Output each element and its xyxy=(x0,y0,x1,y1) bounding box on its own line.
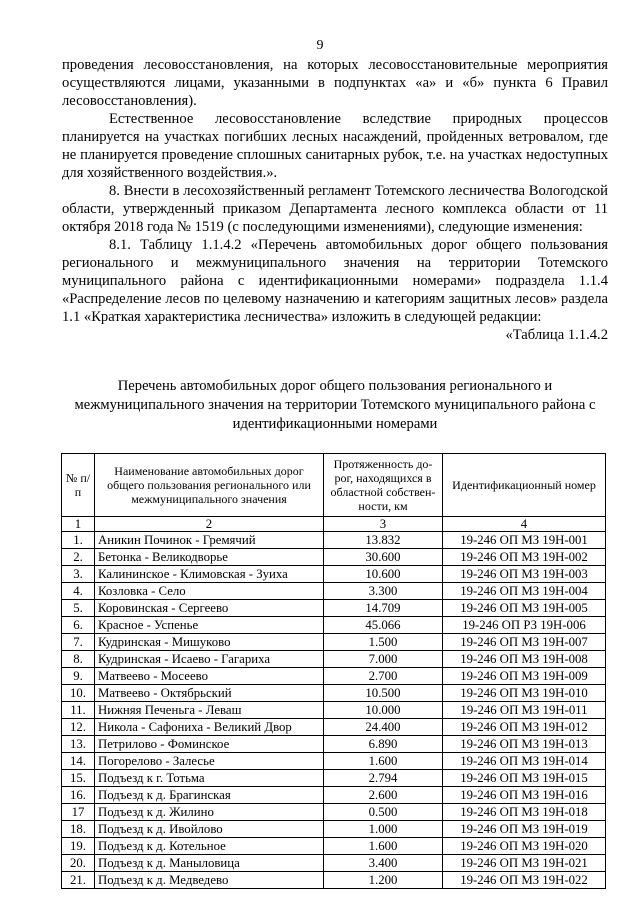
road-length: 1.000 xyxy=(324,821,443,838)
row-number: 16. xyxy=(62,787,95,804)
row-number: 2. xyxy=(62,549,95,566)
table-row xyxy=(62,770,606,787)
road-id: 19-246 ОП МЗ 19Н-011 xyxy=(443,702,606,719)
road-name: Подъезд к д. Котельное xyxy=(95,838,324,855)
row-number: 1. xyxy=(62,532,95,549)
row-number: 17 xyxy=(62,804,95,821)
paragraph: 8. Внести в лесохозяйственный регламент Тотемского лесничества Вологодской области, утвержденный приказом Департамента лесного комплекса области от 11 октября 2018 года № 1519 (с последующими изменениями), следующие изменения: xyxy=(62,183,608,235)
table-row xyxy=(62,787,606,804)
road-id: 19-246 ОП МЗ 19Н-003 xyxy=(443,566,606,583)
table-row xyxy=(62,685,606,702)
row-number: 10. xyxy=(62,685,95,702)
road-name: Погорелово - Залесье xyxy=(95,753,324,770)
table-row xyxy=(62,872,606,889)
road-length: 10.000 xyxy=(324,702,443,719)
road-id: 19-246 ОП МЗ 19Н-022 xyxy=(443,872,606,889)
road-name: Подъезд к д. Жилино xyxy=(95,804,324,821)
page-number: 9 xyxy=(316,38,324,53)
row-number: 13. xyxy=(62,736,95,753)
road-length: 14.709 xyxy=(324,600,443,617)
roads-table xyxy=(61,453,606,889)
row-number: 9. xyxy=(62,668,95,685)
header-length: Протяженность до-рог, находящихся в областной собствен-ности, км xyxy=(324,454,443,517)
road-id: 19-246 ОП МЗ 19Н-008 xyxy=(443,651,606,668)
column-number: 2 xyxy=(95,517,324,532)
table-row xyxy=(62,651,606,668)
row-number: 20. xyxy=(62,855,95,872)
road-id: 19-246 ОП МЗ 19Н-012 xyxy=(443,719,606,736)
road-length: 45.066 xyxy=(324,617,443,634)
table-row xyxy=(62,634,606,651)
column-number-row xyxy=(62,517,606,532)
road-length: 2.794 xyxy=(324,770,443,787)
paragraphs xyxy=(62,56,608,326)
road-length: 0.500 xyxy=(324,804,443,821)
road-name: Подъезд к г. Тотьма xyxy=(95,770,324,787)
road-name: Подъезд к д. Маныловица xyxy=(95,855,324,872)
table-row xyxy=(62,600,606,617)
spacer xyxy=(62,344,608,364)
road-id: 19-246 ОП МЗ 19Н-014 xyxy=(443,753,606,770)
row-number: 14. xyxy=(62,753,95,770)
table-row xyxy=(62,566,606,583)
road-length: 1.200 xyxy=(324,872,443,889)
road-name: Бетонка - Великодворье xyxy=(95,549,324,566)
road-name: Матвеево - Октябрьский xyxy=(95,685,324,702)
road-length: 1.600 xyxy=(324,753,443,770)
road-id: 19-246 ОП МЗ 19Н-001 xyxy=(443,532,606,549)
road-length: 1.500 xyxy=(324,634,443,651)
road-name: Подъезд к д. Ивойлово xyxy=(95,821,324,838)
road-length: 1.600 xyxy=(324,838,443,855)
road-length: 7.000 xyxy=(324,651,443,668)
road-length: 24.400 xyxy=(324,719,443,736)
row-number: 15. xyxy=(62,770,95,787)
road-name: Козловка - Село xyxy=(95,583,324,600)
road-id: 19-246 ОП МЗ 19Н-018 xyxy=(443,804,606,821)
road-name: Кудринская - Исаево - Гагариха xyxy=(95,651,324,668)
table-row xyxy=(62,617,606,634)
road-name: Подъезд к д. Брагинская xyxy=(95,787,324,804)
table-row xyxy=(62,855,606,872)
road-id: 19-246 ОП МЗ 19Н-013 xyxy=(443,736,606,753)
row-number: 4. xyxy=(62,583,95,600)
road-length: 10.600 xyxy=(324,566,443,583)
paragraph: 8.1. Таблицу 1.1.4.2 «Перечень автомобильных дорог общего пользования регионального и межмуниципального значения на территории Тотемского муниципального района с идентификационными номерами» подраздела 1.1.4 «Распределение лесов по целевому назначению и категориям защитных лесов» раздела 1.1 «Краткая характеристика лесничества» изложить в следующей редакции: xyxy=(62,237,608,325)
table-header-row xyxy=(62,454,606,517)
road-name: Никола - Сафониха - Великий Двор xyxy=(95,719,324,736)
column-number: 1 xyxy=(62,517,95,532)
row-number: 7. xyxy=(62,634,95,651)
road-name: Матвеево - Мосеево xyxy=(95,668,324,685)
road-name: Аникин Починок - Гремячий xyxy=(95,532,324,549)
road-id: 19-246 ОП МЗ 19Н-007 xyxy=(443,634,606,651)
road-id: 19-246 ОП МЗ 19Н-005 xyxy=(443,600,606,617)
table-row xyxy=(62,668,606,685)
road-length: 2.700 xyxy=(324,668,443,685)
table-row xyxy=(62,532,606,549)
road-id: 19-246 ОП МЗ 19Н-016 xyxy=(443,787,606,804)
row-number: 11. xyxy=(62,702,95,719)
road-id: 19-246 ОП МЗ 19Н-019 xyxy=(443,821,606,838)
table-row xyxy=(62,838,606,855)
road-id: 19-246 ОП МЗ 19Н-021 xyxy=(443,855,606,872)
road-id: 19-246 ОП МЗ 19Н-020 xyxy=(443,838,606,855)
table-row xyxy=(62,719,606,736)
row-number: 5. xyxy=(62,600,95,617)
road-length: 2.600 xyxy=(324,787,443,804)
row-number: 18. xyxy=(62,821,95,838)
column-number: 3 xyxy=(324,517,443,532)
table-title: Перечень автомобильных дорог общего пользования регионального и межмуниципального значения на территории Тотемского муниципального района с идентификационными номерами xyxy=(74,378,596,432)
road-length: 6.890 xyxy=(324,736,443,753)
road-name: Коровинская - Сергеево xyxy=(95,600,324,617)
road-name: Подъезд к д. Медведево xyxy=(95,872,324,889)
table-label: «Таблица 1.1.4.2 xyxy=(505,327,608,343)
table-row xyxy=(62,821,606,838)
road-name: Нижняя Печеньга - Леваш xyxy=(95,702,324,719)
table-row xyxy=(62,702,606,719)
row-number: 19. xyxy=(62,838,95,855)
road-length: 10.500 xyxy=(324,685,443,702)
road-id: 19-246 ОП МЗ 19Н-015 xyxy=(443,770,606,787)
road-id: 19-246 ОП РЗ 19Н-006 xyxy=(443,617,606,634)
table-row xyxy=(62,549,606,566)
body-text xyxy=(62,56,608,434)
row-number: 21. xyxy=(62,872,95,889)
road-length: 30.600 xyxy=(324,549,443,566)
table-row xyxy=(62,736,606,753)
table-body xyxy=(62,532,606,889)
table-row xyxy=(62,804,606,821)
row-number: 6. xyxy=(62,617,95,634)
road-id: 19-246 ОП МЗ 19Н-010 xyxy=(443,685,606,702)
row-number: 8. xyxy=(62,651,95,668)
road-id: 19-246 ОП МЗ 19Н-009 xyxy=(443,668,606,685)
road-name: Красное - Успенье xyxy=(95,617,324,634)
road-id: 19-246 ОП МЗ 19Н-004 xyxy=(443,583,606,600)
header-num: № п/п xyxy=(62,454,95,517)
road-length: 3.400 xyxy=(324,855,443,872)
road-name: Кудринская - Мишуково xyxy=(95,634,324,651)
paragraph: проведения лесовосстановления, на которых лесовосстановительные мероприятия осуществляются лицами, указанными в подпунктах «а» и «б» пункта 6 Правил лесовосстановления). xyxy=(62,57,608,109)
table-row xyxy=(62,753,606,770)
row-number: 12. xyxy=(62,719,95,736)
road-name: Калининское - Климовская - Зуиха xyxy=(95,566,324,583)
row-number: 3. xyxy=(62,566,95,583)
road-id: 19-246 ОП МЗ 19Н-002 xyxy=(443,549,606,566)
paragraph: Естественное лесовосстановление вследствие природных процессов планируется на участках погибших лесных насаждений, пройденных ветровалом, где не планируется проведение сплошных санитарных рубок, т.е. на участках недоступных для хозяйственного воздействия.». xyxy=(62,111,608,181)
column-number: 4 xyxy=(443,517,606,532)
road-length: 13.832 xyxy=(324,532,443,549)
header-name: Наименование автомобильных дорог общего пользования регионального или межмуниципального значения xyxy=(95,454,324,517)
road-length: 3.300 xyxy=(324,583,443,600)
table-row xyxy=(62,583,606,600)
road-name: Петрилово - Фоминское xyxy=(95,736,324,753)
header-id: Идентификационный номер xyxy=(443,454,606,517)
